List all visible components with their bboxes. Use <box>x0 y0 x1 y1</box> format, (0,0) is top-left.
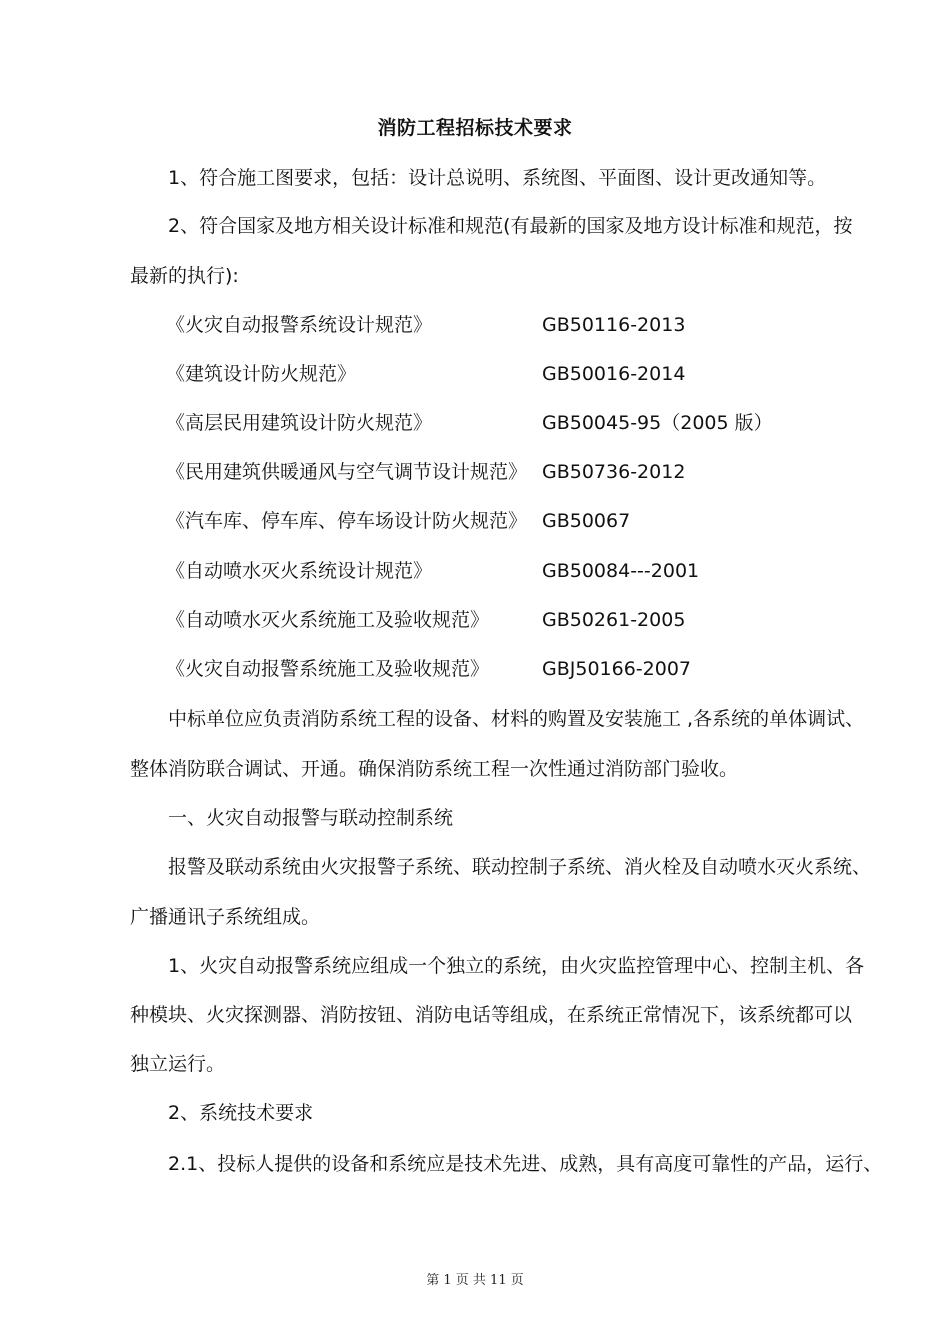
paragraph-requirement-2-line1: 2、符合国家及地方相关设计标准和规范(有最新的国家及地方设计标准和规范，按 <box>168 215 853 237</box>
standard-name: 《民用建筑供暖通风与空气调节设计规范》 <box>166 461 528 483</box>
standard-code: GB50067 <box>542 510 631 532</box>
standard-code: GBJ50166-2007 <box>542 658 692 680</box>
section-heading-tech-requirements: 2、系统技术要求 <box>168 1102 314 1124</box>
page-number-footer: 第 1 页 共 11 页 <box>426 1273 524 1288</box>
standard-name: 《自动喷水灭火系统施工及验收规范》 <box>166 609 490 631</box>
standard-code: GB50084---2001 <box>542 560 700 582</box>
document-title: 消防工程招标技术要求 <box>377 117 573 139</box>
section-heading-fire-alarm: 一、火灾自动报警与联动控制系统 <box>168 807 454 829</box>
paragraph-alarm-system-line1: 1、火灾自动报警系统应组成一个独立的系统，由火灾监控管理中心、控制主机、各 <box>168 955 865 977</box>
standard-code: GB50045-95（2005 版） <box>542 412 773 434</box>
standard-code: GB50261-2005 <box>542 609 686 631</box>
paragraph-system-composition-line1: 报警及联动系统由火灾报警子系统、联动控制子系统、消火栓及自动喷水灭火系统、 <box>168 856 872 878</box>
paragraph-alarm-system-line3: 独立运行。 <box>130 1053 226 1075</box>
standard-name: 《高层民用建筑设计防火规范》 <box>166 412 433 434</box>
paragraph-equipment-requirement-line1: 2.1、投标人提供的设备和系统应是技术先进、成熟，具有高度可靠性的产品，运行、 <box>168 1153 883 1175</box>
standard-name: 《火灾自动报警系统设计规范》 <box>166 314 433 336</box>
paragraph-system-composition-line2: 广播通讯子系统组成。 <box>130 906 321 928</box>
standard-name: 《建筑设计防火规范》 <box>166 363 357 385</box>
paragraph-alarm-system-line2: 种模块、火灾探测器、消防按钮、消防电话等组成，在系统正常情况下，该系统都可以 <box>130 1004 853 1026</box>
standard-code: GB50016-2014 <box>542 363 686 385</box>
standard-code: GB50736-2012 <box>542 461 686 483</box>
paragraph-requirement-2-line2: 最新的执行): <box>130 265 239 287</box>
standard-code: GB50116-2013 <box>542 314 686 336</box>
paragraph-bidder-duty-line2: 整体消防联合调试、开通。确保消防系统工程一次性通过消防部门验收。 <box>130 758 739 780</box>
paragraph-bidder-duty-line1: 中标单位应负责消防系统工程的设备、材料的购置及安装施工 ,各系统的单体调试、 <box>168 708 865 730</box>
standard-name: 《自动喷水灭火系统设计规范》 <box>166 560 433 582</box>
paragraph-requirement-1: 1、符合施工图要求，包括：设计总说明、系统图、平面图、设计更改通知等。 <box>168 167 827 189</box>
standard-name: 《火灾自动报警系统施工及验收规范》 <box>166 658 490 680</box>
standard-name: 《汽车库、停车库、停车场设计防火规范》 <box>166 510 528 532</box>
